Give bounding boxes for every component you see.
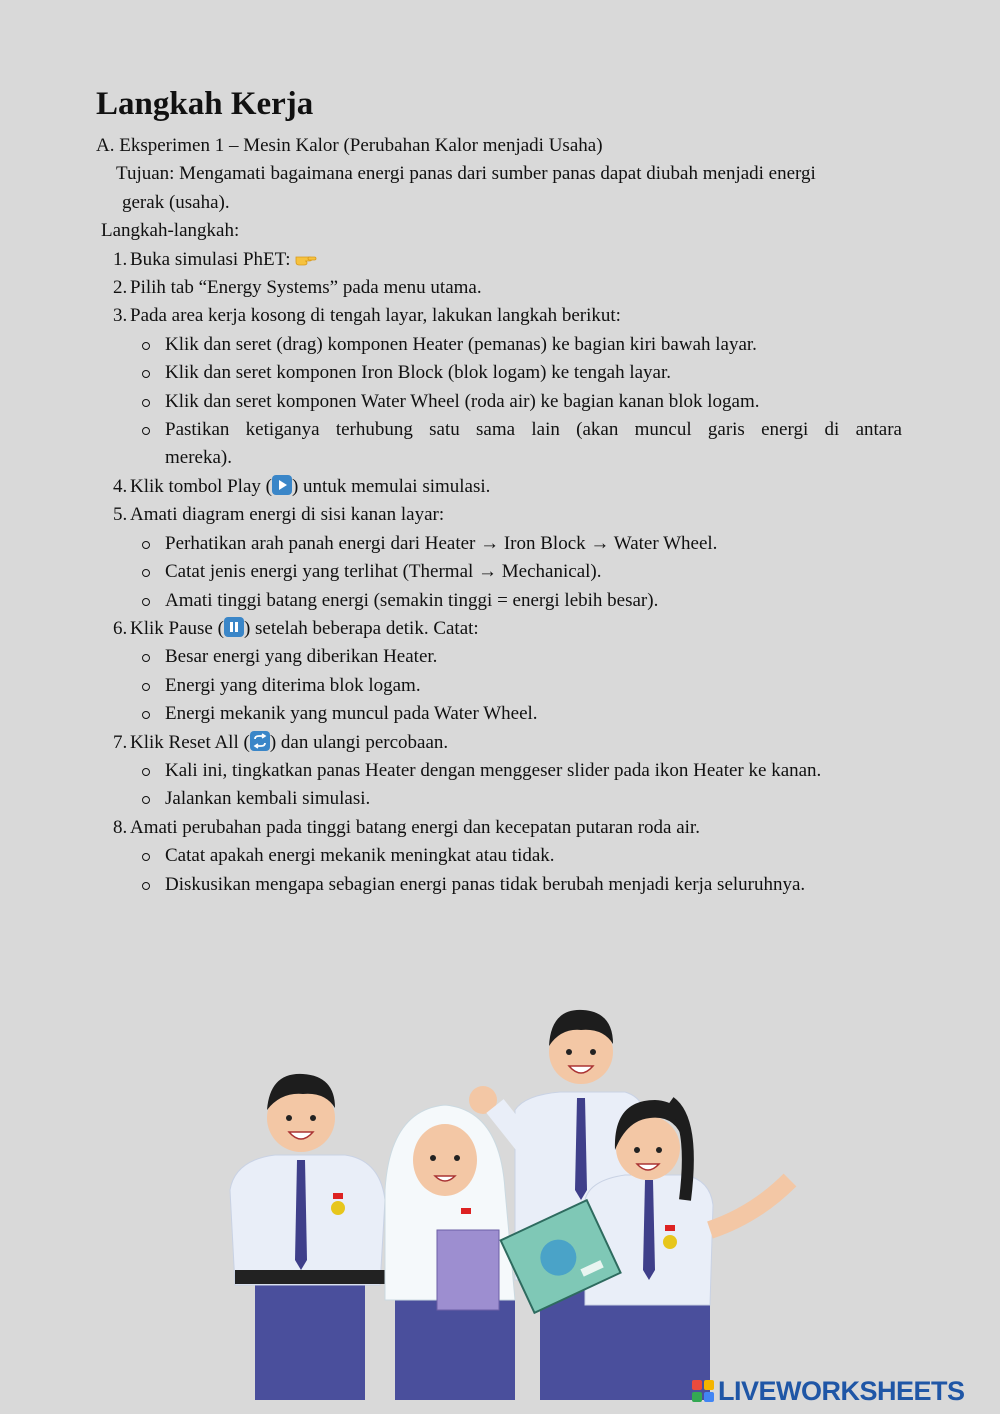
brand-name: LIVEWORKSHEETS (718, 1375, 965, 1406)
content-body (96, 132, 902, 899)
step-number: 8. (113, 816, 128, 838)
students-illustration (215, 1000, 815, 1400)
step-item (96, 615, 902, 643)
page-title: Langkah Kerja (96, 86, 314, 122)
sub-item: Energi mekanik yang muncul pada Water Wheel. (131, 700, 902, 728)
steps-label: Langkah-langkah: (101, 220, 240, 242)
sub-item: Diskusikan mengapa sebagian energi panas tidak berubah menjadi kerja seluruhnya. (131, 871, 902, 899)
step-item (96, 501, 902, 529)
step-number: 3. (113, 305, 128, 327)
step-item (96, 274, 902, 302)
goal-line-2: gerak (usaha). (122, 191, 230, 213)
pause-icon[interactable] (224, 617, 244, 637)
goal-line-1: Tujuan: Mengamati bagaimana energi panas dari sumber panas dapat diubah menjadi energi (116, 163, 816, 185)
sub-list (96, 643, 902, 728)
step-item (96, 302, 902, 330)
step-text: Buka simulasi PhET: (130, 248, 291, 270)
sub-item: Energi yang diterima blok logam. (131, 672, 902, 700)
steps-list (96, 246, 902, 899)
sub-item: Besar energi yang diberikan Heater. (131, 643, 902, 671)
sub-list (96, 530, 902, 615)
step-text: Klik Pause ( (130, 617, 224, 639)
student-girl-hijab (385, 1105, 515, 1400)
sub-item: Catat apakah energi mekanik meningkat atau tidak. (131, 842, 902, 870)
step-text: Amati diagram energi di sisi kanan layar: (130, 504, 445, 526)
step-item (96, 473, 902, 501)
sub-item: Klik dan seret komponen Water Wheel (roda air) ke bagian kanan blok logam. (131, 388, 902, 416)
sub-item: Amati tinggi batang energi (semakin tinggi = energi lebih besar). (131, 587, 902, 615)
step-number: 2. (113, 277, 128, 299)
step-item (96, 729, 902, 757)
step-text: Pilih tab “Energy Systems” pada menu utama. (130, 277, 482, 299)
step-text-after: ) setelah beberapa detik. Catat: (243, 617, 479, 639)
sub-item: Klik dan seret komponen Iron Block (blok logam) ke tengah layar. (131, 359, 902, 387)
reset-icon[interactable] (250, 731, 270, 751)
sub-item: Jalankan kembali simulasi. (131, 785, 902, 813)
student-boy-left (230, 1074, 385, 1400)
sub-list (96, 842, 902, 899)
step-text: Klik Reset All ( (130, 731, 250, 753)
section-heading: A. Eksperimen 1 – Mesin Kalor (Perubahan Kalor menjadi Usaha) (96, 135, 603, 156)
step-number: 5. (113, 504, 128, 526)
sub-item: Klik dan seret (drag) komponen Heater (pemanas) ke bagian kiri bawah layar. (131, 331, 902, 359)
sub-item: Catat jenis energi yang terlihat (Thermal → Mechanical). (131, 558, 902, 586)
step-text: Amati perubahan pada tinggi batang energi dan kecepatan putaran roda air. (130, 816, 700, 838)
step-text: Pada area kerja kosong di tengah layar, lakukan langkah berikut: (130, 305, 621, 327)
step-item (96, 246, 902, 274)
play-icon[interactable] (272, 475, 292, 495)
step-text: Klik tombol Play ( (130, 475, 272, 497)
step-number: 6. (113, 617, 128, 639)
liveworksheets-logo (692, 1376, 965, 1406)
step-number: 1. (113, 248, 128, 270)
step-number: 7. (113, 731, 128, 753)
sub-item: Kali ini, tingkatkan panas Heater dengan menggeser slider pada ikon Heater ke kanan. (131, 757, 902, 785)
sub-item: Perhatikan arah panah energi dari Heater → Iron Block → Water Wheel. (131, 530, 902, 558)
brand-icon (692, 1380, 714, 1402)
step-text-after: ) dan ulangi percobaan. (269, 731, 449, 753)
sub-list (96, 331, 902, 473)
sub-list (96, 757, 902, 814)
step-number: 4. (113, 475, 128, 497)
sub-item: Pastikan ketiganya terhubung satu sama lain (akan muncul garis energi di antara mereka). (131, 416, 902, 473)
step-text-after: ) untuk memulai simulasi. (291, 475, 491, 497)
step-item (96, 814, 902, 842)
pointing-hand-icon[interactable] (295, 247, 317, 261)
